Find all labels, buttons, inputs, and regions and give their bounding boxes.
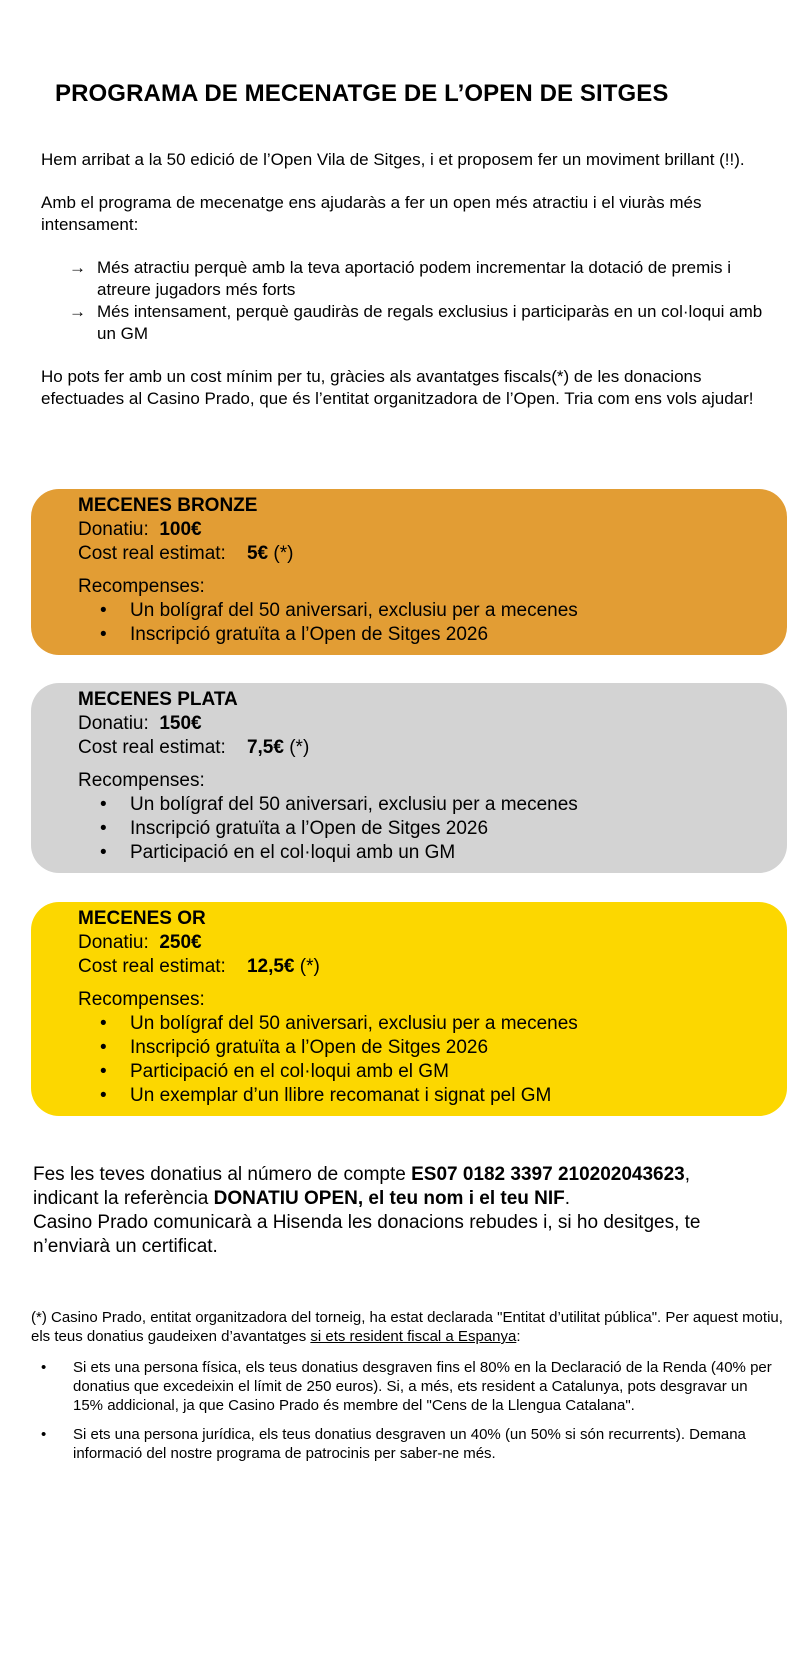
rewards-heading: Recompenses: <box>78 770 205 791</box>
list-item: • Un bolígraf del 50 aniversari, exclusiu per a mecenes <box>100 1013 578 1034</box>
bullet-icon: • <box>100 600 107 621</box>
bullet-icon: • <box>100 842 107 863</box>
rewards-list <box>78 793 787 865</box>
intro-section <box>41 149 776 431</box>
cost-line: Cost real estimat: 5€ (*) <box>78 543 294 564</box>
intro-paragraph: Hem arribat a la 50 edició de l’Open Vila de Sitges, i et proposem fer un moviment brillant (!!). <box>41 150 745 169</box>
donation-line: Donatiu: 250€ <box>78 932 202 953</box>
cost-amount: 5€ <box>246 543 269 564</box>
certificate-note: Casino Prado comunicarà a Hisenda les donacions rebudes i, si ho desitges, te n’enviarà un certificat. <box>33 1212 701 1257</box>
intro-paragraph: Amb el programa de mecenatge ens ajudaràs a fer un open més atractiu i el viuràs més intensament: <box>41 193 702 234</box>
arrow-right-icon: → <box>69 258 86 277</box>
tier-name: MECENES OR <box>78 908 206 929</box>
account-line: Fes les teves donatius al número de compte ES07 0182 3397 210202043623, <box>33 1164 691 1185</box>
list-item: → Més intensament, perquè gaudiràs de regals exclusius i participaràs en un col·loqui amb un GM <box>69 302 763 343</box>
tier-name: MECENES PLATA <box>78 689 238 710</box>
reference-line: indicant la referència DONATIU OPEN, el teu nom i el teu NIF. <box>33 1188 571 1209</box>
donation-amount: 150€ <box>159 713 202 734</box>
bullet-icon: • <box>41 1426 47 1443</box>
list-item: • Un bolígraf del 50 aniversari, exclusiu per a mecenes <box>100 600 578 621</box>
tax-notes <box>31 1308 791 1473</box>
list-item: • Participació en el col·loqui amb el GM <box>100 1061 449 1082</box>
intro-paragraph: Ho pots fer amb un cost mínim per tu, gràcies als avantatges fiscals(*) de les donacions efectuades al Casino Prado, que és l’entitat organitzadora de l’Open. Tria com ens vols ajudar! <box>41 367 754 408</box>
list-item: • Inscripció gratuïta a l’Open de Sitges 2026 <box>100 1037 489 1058</box>
notes-intro: (*) Casino Prado, entitat organitzadora del torneig, ha estat declarada "Entitat d’utilitat pública". Per aquest motiu, els teus donatius gaudeixen d’avantatges si ets resident fiscal a Espanya: <box>31 1309 783 1345</box>
donation-amount: 100€ <box>159 519 202 540</box>
list-item: • Inscripció gratuïta a l’Open de Sitges 2026 <box>100 818 489 839</box>
bullet-icon: • <box>100 818 107 839</box>
list-item: • Un bolígraf del 50 aniversari, exclusiu per a mecenes <box>100 794 578 815</box>
list-item: • Un exemplar d’un llibre recomanat i signat pel GM <box>100 1085 552 1106</box>
account-number: ES07 0182 3397 210202043623 <box>411 1164 685 1185</box>
page-title: PROGRAMA DE MECENATGE DE L’OPEN DE SITGES <box>55 80 669 107</box>
bullet-icon: • <box>100 1013 107 1034</box>
tier-plata-card <box>31 683 787 873</box>
tier-bronze-card <box>31 489 787 655</box>
list-item: • Participació en el col·loqui amb un GM <box>100 842 456 863</box>
bullet-icon: • <box>100 1085 107 1106</box>
bullet-icon: • <box>100 1037 107 1058</box>
tier-name: MECENES BRONZE <box>78 495 258 516</box>
list-item: • Si ets una persona física, els teus donatius desgraven fins el 80% en la Declaració de la Renda (40% per donatius que excedeixin el límit de 250 euros). Si, a més, ets resident a Catalunya, pots desgravar un 15% addicional, ja que Casino Prado és membre del "Cens de la Llengua Catalana". <box>41 1359 772 1414</box>
list-item: • Si ets una persona jurídica, els teus donatius desgraven un 40% (un 50% si són recurrents). Demana informació del nostre programa de patrocinis per saber-ne més. <box>41 1426 746 1462</box>
resident-condition: si ets resident fiscal a Espanya <box>310 1328 517 1345</box>
cost-line: Cost real estimat: 7,5€ (*) <box>78 737 310 758</box>
rewards-list <box>78 599 787 647</box>
donation-line: Donatiu: 150€ <box>78 713 202 734</box>
rewards-heading: Recompenses: <box>78 576 205 597</box>
cost-amount: 7,5€ <box>246 737 284 758</box>
intro-bullet-list <box>41 257 776 345</box>
list-item: → Més atractiu perquè amb la teva aportació podem incrementar la dotació de premis i atreure jugadors més forts <box>69 258 732 299</box>
arrow-right-icon: → <box>69 302 86 321</box>
bullet-icon: • <box>100 624 107 645</box>
cost-amount: 12,5€ <box>246 956 295 977</box>
notes-list <box>31 1358 791 1463</box>
rewards-list <box>78 1012 787 1108</box>
cost-line: Cost real estimat: 12,5€ (*) <box>78 956 320 977</box>
bullet-icon: • <box>100 794 107 815</box>
bullet-icon: • <box>100 1061 107 1082</box>
bullet-icon: • <box>41 1359 47 1376</box>
tier-or-card <box>31 902 787 1116</box>
donation-line: Donatiu: 100€ <box>78 519 202 540</box>
reference-text: DONATIU OPEN, el teu nom i el teu NIF <box>213 1188 565 1209</box>
payment-instructions <box>33 1163 773 1259</box>
donation-amount: 250€ <box>159 932 202 953</box>
list-item: • Inscripció gratuïta a l’Open de Sitges 2026 <box>100 624 489 645</box>
rewards-heading: Recompenses: <box>78 989 205 1010</box>
